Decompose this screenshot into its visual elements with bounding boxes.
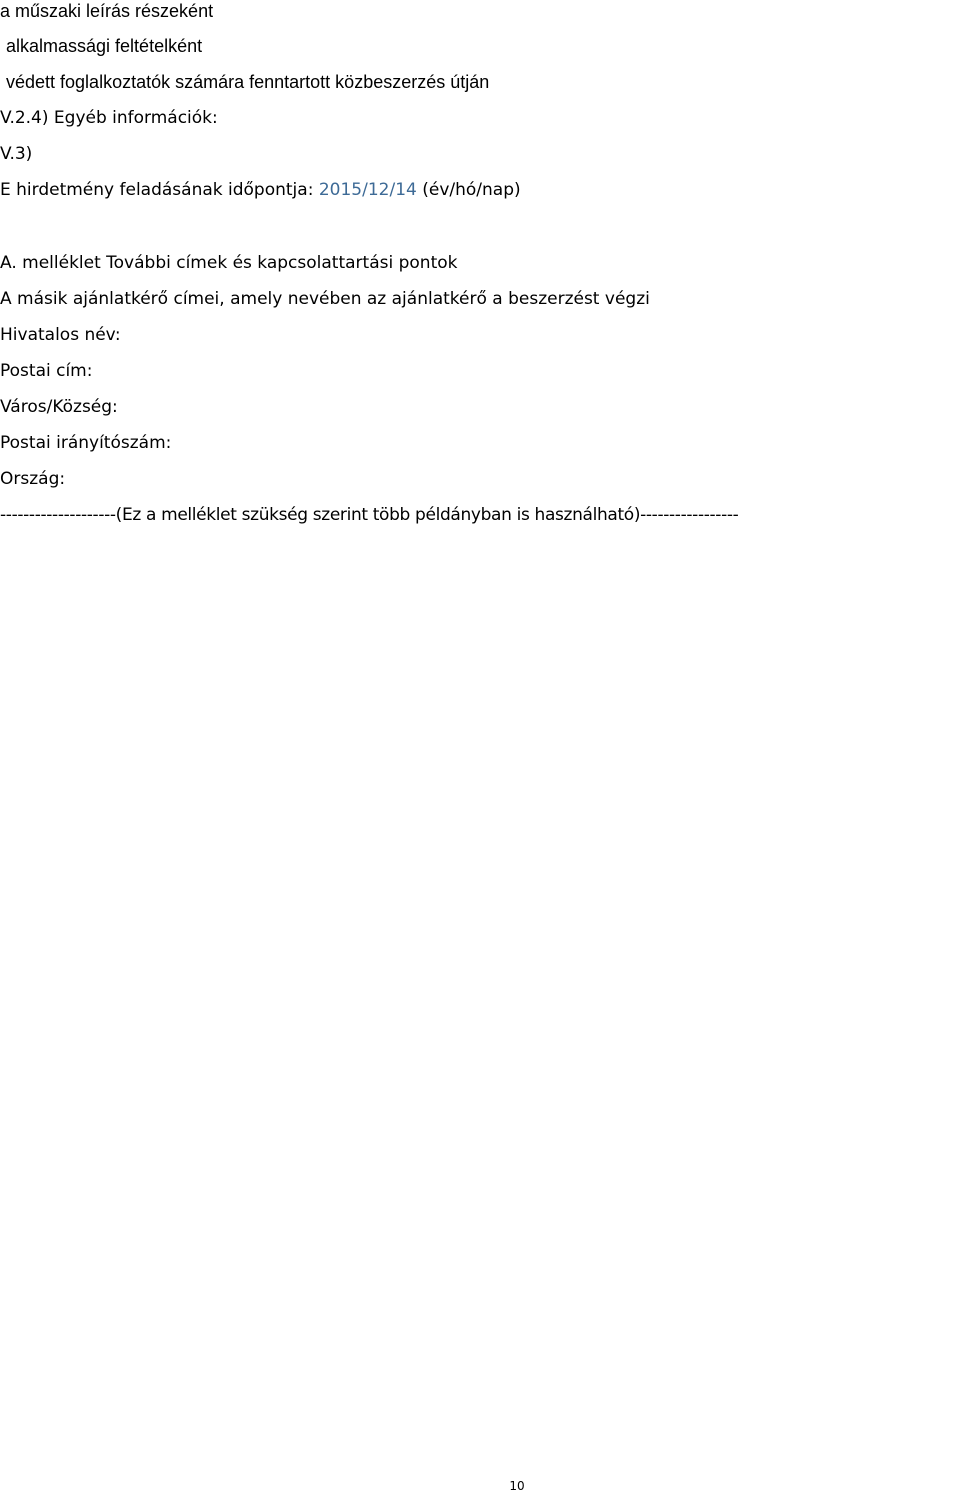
annex-a-title: A. melléklet További címek és kapcsolattartási pontok — [0, 253, 458, 273]
dispatch-date-prefix: E hirdetmény feladásának időpontja: — [0, 180, 314, 200]
annex-a-subtitle: A másik ajánlatkérő címei, amely nevében az ajánlatkérő a beszerzést végzi — [0, 289, 650, 309]
page-number: 10 — [509, 1479, 525, 1493]
field-postal-code: Postai irányítószám: — [0, 433, 172, 453]
dispatch-date-line — [0, 179, 521, 201]
field-country: Ország: — [0, 469, 66, 489]
field-postal-address: Postai cím: — [0, 361, 93, 381]
field-city: Város/Község: — [0, 397, 118, 417]
checklist-item-eligibility: alkalmassági feltételként — [6, 36, 203, 56]
section-v3-label: V.3) — [0, 144, 33, 164]
section-v24-label — [0, 107, 218, 129]
dispatch-date-value: 2015/12/14 — [318, 180, 417, 200]
checklist-item-protected-employment: védett foglalkoztatók számára fenntartott közbeszerzés útján — [6, 72, 490, 92]
checklist-item-technical: a műszaki leírás részeként — [0, 1, 214, 21]
dispatch-date-format: (év/hó/nap) — [422, 180, 521, 200]
field-official-name: Hivatalos név: — [0, 325, 121, 345]
annex-footer-note: --------------------(Ez a melléklet szükség szerint több példányban is használható)----------------- — [0, 505, 739, 525]
section-v24-text: V.2.4) Egyéb információk: — [0, 108, 218, 128]
